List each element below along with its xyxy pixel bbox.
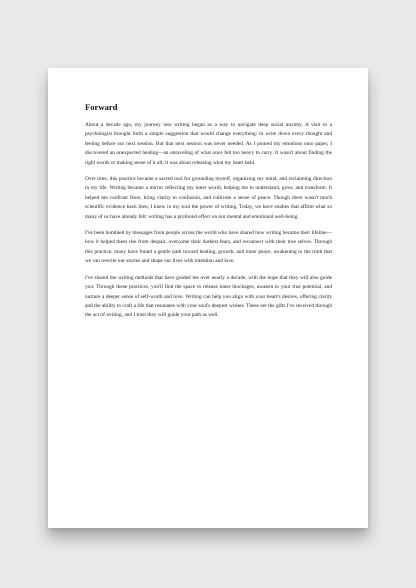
paragraph-3: I've been humbled by messages from people across the world who have shared how writing became their lifeline—how it helped them rise from despair, overcome their darkest fears, and reconnect with their true selves. Through this practice, many have found a gentle path toward healing, growth, and inner peace, awakening to the truth that we can rewrite our stories and shape our lives with intention and love.: [85, 230, 332, 265]
paragraph-1: About a decade ago, my journey into writing began as a way to navigate deep social anxiety. A visit to a psychologist brought forth a simple suggestion that would change everything: to write down every thought and feeling before our next session. But that next session was never needed. As I poured my emotions onto paper, I discovered an unexpected healing—an unraveling of what once felt too heavy to carry. It wasn't about finding the right words or making sense of it all; it was about releasing what my heart held.: [85, 122, 332, 166]
document-page: [48, 68, 368, 528]
page-title: Forward: [85, 102, 118, 112]
paragraph-4: I've shared the writing methods that have guided me over nearly a decade, with the hope that they will also guide you. Through these practices, you'll find the space to release inner blockages, awaken to your true potential, and nurture a deeper sense of self-worth and love. Writing can help you align with your heart's desires, offering clarity and the ability to craft a life that resonates with your soul's deepest wishes. These are the gifts I've received through the act of writing, and I trust they will guide your path as well.: [85, 274, 332, 319]
paragraph-2: Over time, this practice became a sacred tool for grounding myself, organizing my mind, and reclaiming direction in my life. Writing became a mirror reflecting my inner world, helping me to understand, grow, and transform. It helped me confront fears, bring clarity to confusion, and cultivate a sense of peace. Though there wasn't much scientific evidence back then, I knew in my soul the power of writing. Today, we have studies that affirm what so many of us have already felt: writing has a profound effect on our mental and emotional well-being.: [85, 176, 332, 220]
